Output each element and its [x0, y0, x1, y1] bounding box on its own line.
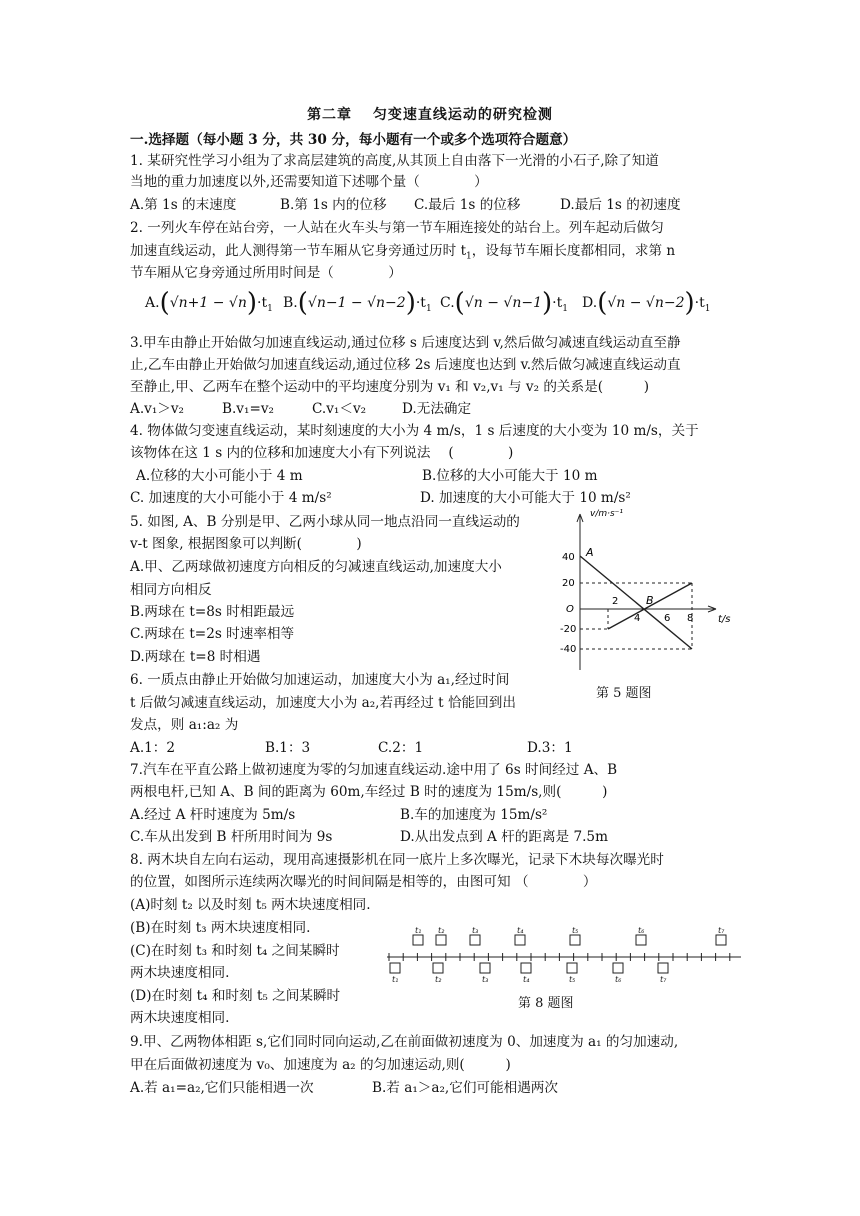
top-block: [413, 935, 423, 945]
q6-stem-3: 发点，则 a₁:a₂ 为: [130, 717, 239, 733]
top-label: t₆: [638, 926, 645, 935]
q3-option-d: D.无法确定: [402, 401, 472, 417]
q9-stem-2: 甲在后面做初速度为 v₀、加速度为 a₂ 的匀加速运动,则( ): [130, 1057, 511, 1073]
q6-option-d: D.3：1: [527, 740, 573, 756]
q2-option-a: $A.(√n+1 - √n)\cdot t_1$: [145, 288, 273, 318]
page-title: 第二章 匀变速直线运动的研究检测: [307, 107, 553, 123]
top-label: t₃: [472, 926, 479, 935]
bottom-label: t₅: [569, 975, 576, 984]
q1-stem-2: 当地的重力加速度以外,还需要知道下述哪个量（ ）: [130, 174, 488, 190]
q3-stem-3: 至静止,甲、乙两车在整个运动中的平均速度分别为 v₁ 和 v₂,v₁ 与 v₂ 的关系是( ): [130, 379, 650, 395]
q3-stem-2: 止,乙车由静止开始做匀加速直线运动,通过位移 2s 后速度也达到 v.然后做匀减速直线运动直: [130, 357, 681, 373]
q7-option-a: A.经过 A 杆时速度为 5m/s: [130, 807, 296, 823]
q1-option-d: D.最后 1s 的初速度: [560, 197, 681, 213]
line-a-label: A: [586, 546, 594, 559]
xtick-4: 4: [634, 613, 641, 624]
xtick-2: 2: [612, 596, 619, 607]
q7-stem-2: 两根电杆,已知 A、B 间的距离为 60m,车经过 B 时的速度为 15m/s,则( ): [130, 784, 608, 800]
bottom-label: t₂: [435, 975, 442, 984]
q9-option-b: B.若 a₁＞a₂,它们可能相遇两次: [372, 1080, 558, 1096]
q8-option-a: (A)时刻 t₂ 以及时刻 t₅ 两木块速度相同.: [130, 897, 371, 913]
q1-option-c: C.最后 1s 的位移: [414, 197, 521, 213]
q4-stem-2: 该物体在这 1 s 内的位移和加速度大小有下列说法 ( ): [130, 445, 514, 461]
fig5-caption: 第 5 题图: [596, 686, 652, 701]
q4-option-b: B.位移的大小可能大于 10 m: [422, 468, 598, 484]
q5-option-c: C.两球在 t=2s 时速率相等: [130, 626, 295, 642]
bottom-label: t₆: [615, 975, 622, 984]
q8-option-c-1: (C)在时刻 t₃ 和时刻 t₄ 之间某瞬时: [130, 943, 340, 959]
bottom-label: t₁: [392, 975, 399, 984]
q8-stem-1: 8. 两木块自左向右运动，现用高速摄影机在同一底片上多次曝光，记录下木块每次曝光时: [130, 852, 664, 868]
top-block: [436, 935, 446, 945]
q8-stem-2: 的位置，如图所示连续两次曝光的时间间隔是相等的，由图可知 （ ）: [130, 874, 597, 890]
line-b-label: B: [646, 594, 654, 607]
top-label: t₅: [572, 926, 579, 935]
q2-option-b: $B.(√n-1 - √n-2)\cdot t_1$: [283, 288, 432, 318]
bottom-label: t₃: [482, 975, 489, 984]
q3-option-a: A.v₁＞v₂: [130, 401, 184, 417]
q2-stem-3: 节车厢从它身旁通过所用时间是（ ）: [130, 265, 402, 281]
q1-stem-1: 1. 某研究性学习小组为了求高层建筑的高度,从其顶上自由落下一光滑的小石子,除了知道: [130, 153, 659, 169]
bottom-block: [390, 963, 400, 973]
q2-stem-1: 2. 一列火车停在站台旁，一人站在火车头与第一节车厢连接处的站台上。列车起动后做匀: [130, 220, 664, 236]
q5-option-d: D.两球在 t=8 时相遇: [130, 649, 261, 665]
bottom-label: t₇: [660, 975, 667, 984]
q8-option-d-1: (D)在时刻 t₄ 和时刻 t₅ 之间某瞬时: [130, 988, 341, 1004]
ytick-neg20: -20: [560, 624, 577, 635]
q9-option-a: A.若 a₁=a₂,它们只能相遇一次: [130, 1080, 314, 1096]
q2-option-c: $C.(√n - √n-1)\cdot t_1$: [440, 288, 568, 318]
bottom-block: [433, 963, 443, 973]
top-block: [515, 935, 525, 945]
section-heading: 一.选择题（每小题 3 分，共 30 分，每小题有一个或多个选项符合题意）: [130, 132, 577, 148]
q7-option-d: D.从出发点到 A 杆的距离是 7.5m: [400, 829, 608, 845]
bottom-block: [480, 963, 490, 973]
top-block: [570, 935, 580, 945]
ytick-neg40: -40: [560, 644, 577, 655]
q2-stem-2: 加速直线运动，此人测得第一节车厢从它身旁通过历时 $t_1$，设每节车厢长度都相同，求第 n: [130, 243, 676, 262]
q7-option-c: C.车从出发到 B 杆所用时间为 9s: [130, 829, 333, 845]
origin-label: O: [566, 604, 574, 615]
bottom-block: [613, 963, 623, 973]
q7-stem-1: 7.汽车在平直公路上做初速度为零的匀加速直线运动.途中用了 6s 时间经过 A、B: [130, 762, 618, 778]
q4-option-c: C. 加速度的大小可能小于 4 m/s²: [130, 490, 332, 506]
exposure-diagram: [385, 922, 745, 992]
q6-option-c: C.2：1: [378, 740, 424, 756]
xtick-6: 6: [664, 613, 671, 624]
q8-option-c-2: 两木块速度相同.: [130, 965, 230, 981]
xtick-8: 8: [687, 613, 694, 624]
q1-option-b: B.第 1s 内的位移: [280, 197, 387, 213]
q5-option-a-1: A.甲、乙两球做初速度方向相反的匀减速直线运动,加速度大小: [130, 559, 502, 575]
q3-option-c: C.v₁＜v₂: [312, 401, 367, 417]
line-a: [580, 556, 692, 649]
ytick-40: 40: [562, 552, 575, 563]
q8-option-b: (B)在时刻 t₃ 两木块速度相同.: [130, 920, 311, 936]
q3-stem-1: 3.甲车由静止开始做匀加速直线运动,通过位移 s 后速度达到 v,然后做匀减速直线运动直至静: [130, 335, 681, 351]
fig8-caption: 第 8 题图: [518, 996, 574, 1011]
top-block: [470, 935, 480, 945]
q3-option-b: B.v₁=v₂: [222, 401, 274, 417]
q5-option-b: B.两球在 t=8s 时相距最远: [130, 604, 295, 620]
q5-stem-2: v-t 图象, 根据图象可以判断( ): [130, 536, 362, 552]
q4-option-d: D. 加速度的大小可能大于 10 m/s²: [420, 490, 631, 506]
top-label: t₂: [438, 926, 445, 935]
q7-option-b: B.车的加速度为 15m/s²: [400, 807, 548, 823]
q6-option-b: B.1：3: [265, 740, 311, 756]
q5-stem-1: 5. 如图, A、B 分别是甲、乙两小球从同一地点沿同一直线运动的: [130, 514, 520, 530]
top-label: t₁: [415, 926, 422, 935]
q9-stem-1: 9.甲、乙两物体相距 s,它们同时同向运动,乙在前面做初速度为 0、加速度为 a₁ 的匀加速动,: [130, 1034, 679, 1050]
bottom-block: [658, 963, 668, 973]
top-label: t₄: [517, 926, 524, 935]
t-axis-label: t/s: [718, 614, 731, 625]
v-axis-label: v/m·s⁻¹: [590, 509, 624, 519]
q4-stem-1: 4. 物体做匀变速直线运动，某时刻速度的大小为 4 m/s，1 s 后速度的大小变为 10 m/s，关于: [130, 423, 699, 439]
q2-option-d: $D.(√n - √n-2)\cdot t_1$: [582, 288, 711, 318]
q6-stem-2: t 后做匀减速直线运动，加速度大小为 a₂,若再经过 t 恰能回到出: [130, 695, 516, 711]
q5-option-a-2: 相同方向相反: [130, 582, 212, 598]
bottom-label: t₄: [523, 975, 530, 984]
top-block: [716, 935, 726, 945]
ytick-20: 20: [562, 578, 575, 589]
bottom-block: [521, 963, 531, 973]
bottom-block: [567, 963, 577, 973]
top-label: t₇: [718, 926, 725, 935]
q6-option-a: A.1：2: [130, 740, 176, 756]
vt-graph: [560, 504, 750, 676]
q1-option-a: A.第 1s 的末速度: [130, 197, 237, 213]
q8-option-d-2: 两木块速度相同.: [130, 1010, 230, 1026]
q6-stem-1: 6. 一质点由静止开始做匀加速运动，加速度大小为 a₁,经过时间: [130, 672, 510, 688]
q4-option-a: A.位移的大小可能小于 4 m: [136, 468, 303, 484]
top-block: [636, 935, 646, 945]
